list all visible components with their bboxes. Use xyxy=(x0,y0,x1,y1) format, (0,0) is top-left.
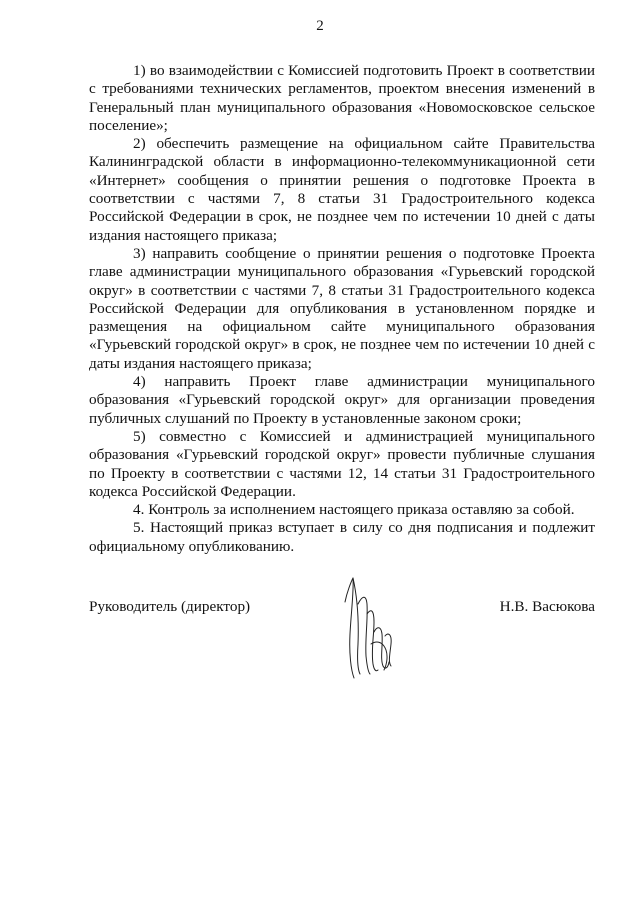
handwritten-signature xyxy=(341,574,401,686)
page-number: 2 xyxy=(316,18,324,34)
paragraph-item-3: 3) направить сообщение о принятии решения о подготовке Проекта главе администрации муниципального образования «Гурьевский городской округ» в соответствии с частями 7, 8 статьи 31 Градостроительного кодекса Российской Федерации для опубликования в установленном порядке и размещения на официальном сайте муниципального образования «Гурьевский городской округ» в срок, не позднее чем по истечении 10 дней с даты издания настоящего приказа; xyxy=(89,244,595,372)
document-body xyxy=(89,62,595,556)
paragraph-item-1: 1) во взаимодействии с Комиссией подготовить Проект в соответствии с требованиями технических регламентов, проектом внесения изменений в Генеральный план муниципального образования «Новомосковское сельское поселение»; xyxy=(89,62,595,134)
paragraph-item-5: 5) совместно с Комиссией и администрацией муниципального образования «Гурьевский городской округ» провести публичные слушания по Проекту в соответствии с частями 12, 14 статьи 31 Градостроительного кодекса Российской Федерации. xyxy=(89,427,595,500)
signature-block xyxy=(89,598,595,698)
signatory-name: Н.В. Васюкова xyxy=(499,598,595,615)
signatory-position: Руководитель (директор) xyxy=(89,598,251,615)
paragraph-control-clause: 4. Контроль за исполнением настоящего приказа оставляю за собой. xyxy=(133,501,575,519)
paragraph-effective-clause: 5. Настоящий приказ вступает в силу со дня подписания и подлежит официальному опубликованию. xyxy=(89,519,595,555)
paragraph-item-4: 4) направить Проект главе администрации муниципального образования «Гурьевский городской округ» для организации проведения публичных слушаний по Проекту в установленные законом сроки; xyxy=(89,373,595,427)
paragraph-item-2: 2) обеспечить размещение на официальном сайте Правительства Калининградской области в информационно-телекоммуникационной сети «Интернет» сообщения о принятии решения о подготовке Проекта в соответствии с частями 7, 8 статьи 31 Градостроительного кодекса Российской Федерации в срок, не позднее чем по истечении 10 дней с даты издания настоящего приказа; xyxy=(89,135,595,244)
